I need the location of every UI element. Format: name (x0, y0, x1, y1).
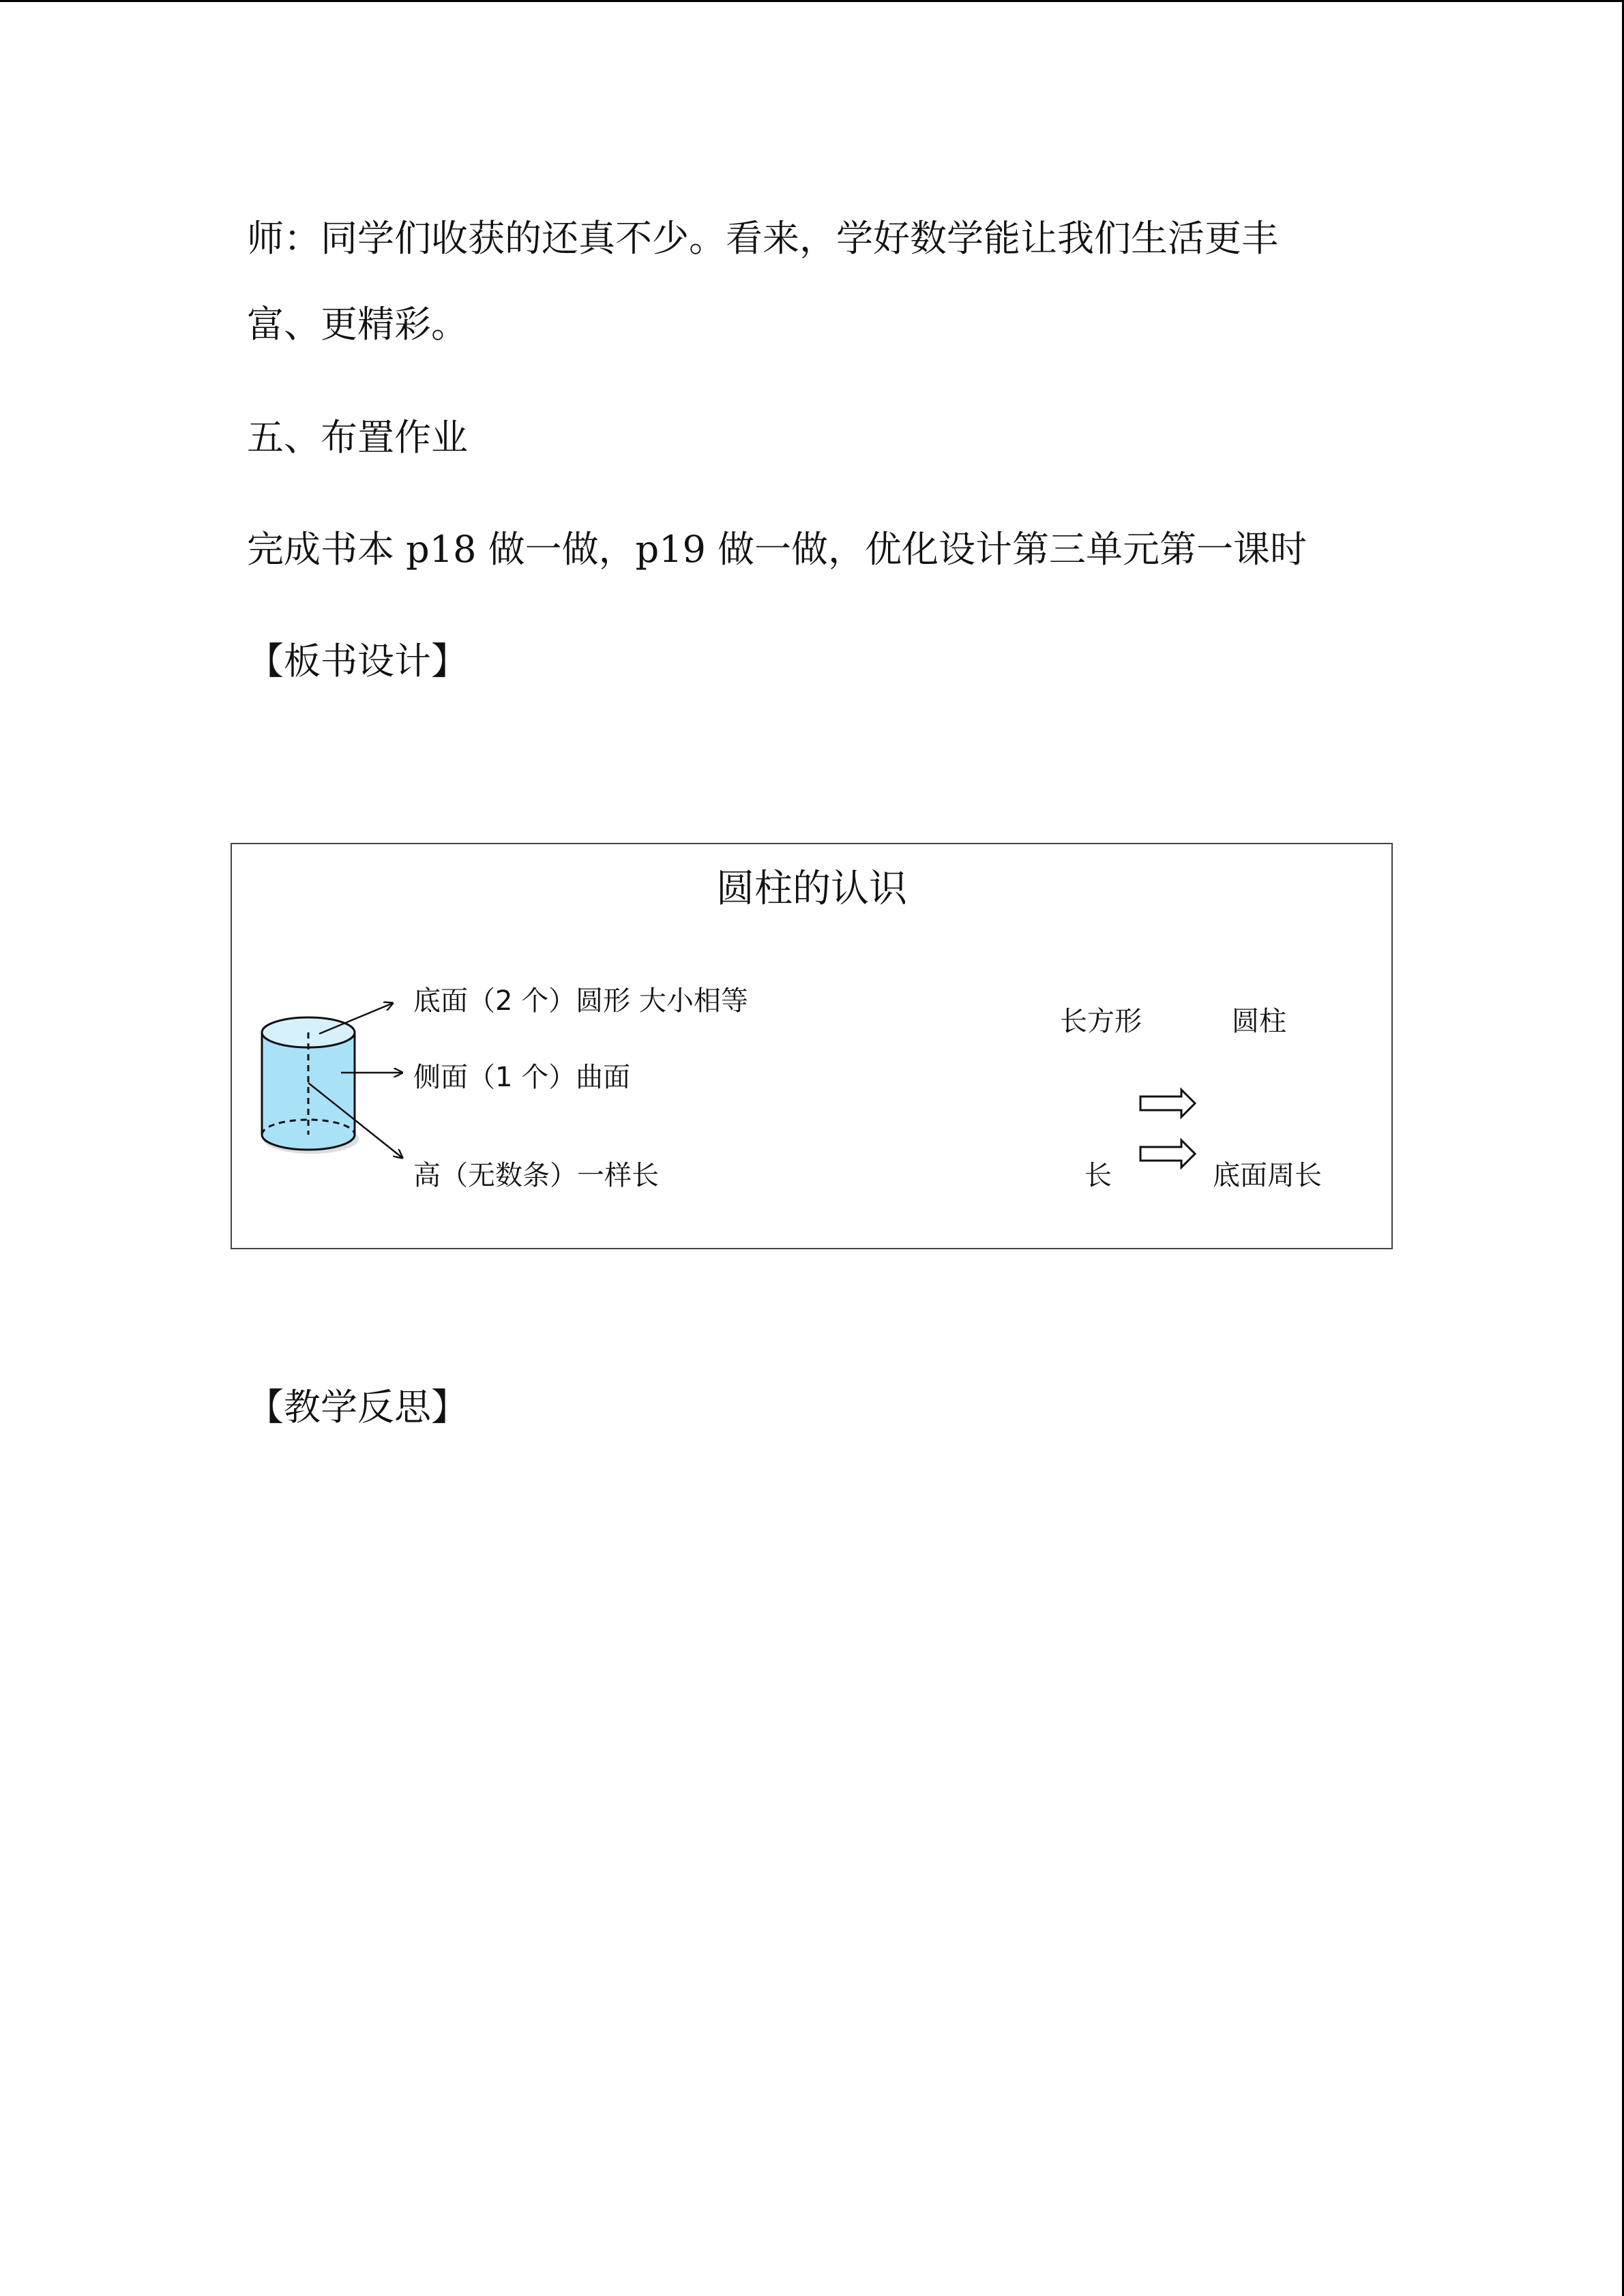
transform-arrow-1 (1140, 1090, 1195, 1117)
length-label: 长 (1084, 1160, 1112, 1191)
board-title: 圆柱的认识 (716, 867, 907, 911)
transform-arrow-2 (1140, 1140, 1195, 1167)
teaching-reflection-heading: 【教学反思】 (247, 1386, 468, 1429)
circumference-label: 底面周长 (1213, 1160, 1322, 1191)
homework-text: 完成书本 p18 做一做，p19 做一做，优化设计第三单元第一课时 (247, 528, 1308, 571)
section-heading-homework: 五、布置作业 (247, 416, 468, 459)
page-top-border (0, 0, 1624, 2)
cylinder-label: 圆柱 (1232, 1006, 1286, 1037)
board-design-heading: 【板书设计】 (247, 640, 468, 683)
paragraph-line-1: 师：同学们收获的还真不少。看来，学好数学能让我们生活更丰 (247, 217, 1278, 260)
height-label: 高（无数条）一样长 (413, 1160, 659, 1191)
rectangle-label: 长方形 (1060, 1006, 1142, 1037)
base-label: 底面（2 个）圆形 大小相等 (413, 985, 748, 1017)
paragraph-line-2: 富、更精彩。 (247, 303, 468, 346)
cylinder-figure (262, 1017, 359, 1154)
board-design-box (231, 843, 1393, 1249)
side-label: 侧面（1 个）曲面 (413, 1062, 631, 1093)
